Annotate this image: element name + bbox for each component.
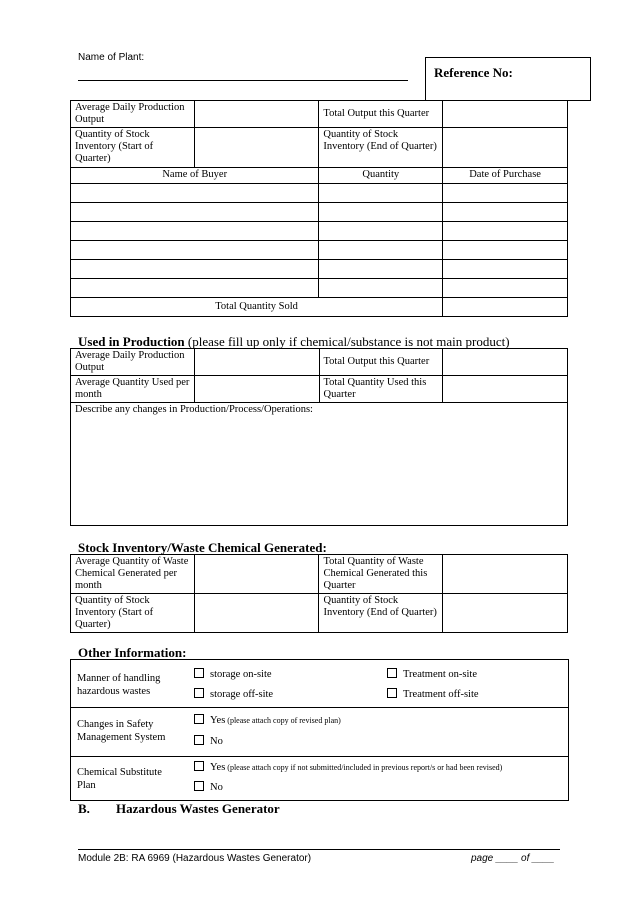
total-sold-field[interactable] <box>443 298 568 317</box>
date-cell[interactable] <box>443 241 568 260</box>
buyer-row <box>71 184 568 203</box>
footer-rule <box>78 849 560 850</box>
footer-page: page ____ of ____ <box>471 853 555 864</box>
buyer-cell[interactable] <box>71 184 319 203</box>
col-buyer-header: Name of Buyer <box>71 168 319 184</box>
buyer-cell[interactable] <box>71 222 319 241</box>
footer-module: Module 2B: RA 6969 (Hazardous Wastes Generator) <box>78 853 312 864</box>
other-info-heading: Other Information: <box>78 645 187 660</box>
section-b-letter: B. <box>78 801 90 816</box>
row-divider <box>71 707 568 708</box>
quantity-cell[interactable] <box>319 184 443 203</box>
waste-stock-end-label: Quantity of Stock Inventory (End of Quarter) <box>319 594 443 633</box>
total-waste-label: Total Quantity of Waste Chemical Generated this Quarter <box>319 555 443 594</box>
avg-daily-field[interactable] <box>194 101 319 128</box>
waste-stock-end-field[interactable] <box>443 594 568 633</box>
checkbox-icon <box>194 668 204 678</box>
quantity-cell[interactable] <box>319 203 443 222</box>
used-total-output-label: Total Output this Quarter <box>319 349 443 376</box>
changes-yes-option[interactable]: Yes (please attach copy of revised plan) <box>194 714 341 726</box>
date-cell[interactable] <box>443 222 568 241</box>
plant-label: Name of Plant: <box>78 52 145 63</box>
waste-stock-start-field[interactable] <box>194 594 319 633</box>
date-cell[interactable] <box>443 279 568 298</box>
stock-start-label: Quantity of Stock Inventory (Start of Quarter) <box>71 128 195 168</box>
total-output-field[interactable] <box>443 101 568 128</box>
treatment-offsite-option[interactable]: Treatment off-site <box>387 688 479 700</box>
date-cell[interactable] <box>443 203 568 222</box>
used-heading: Used in Production <box>78 334 185 349</box>
checkbox-icon <box>194 781 204 791</box>
storage-onsite-option[interactable]: storage on-site <box>194 668 272 680</box>
avg-waste-field[interactable] <box>194 555 319 594</box>
substitute-yes-option[interactable]: Yes (please attach copy if not submitted/included in previous report/s or had been revised) <box>194 761 502 773</box>
buyer-cell[interactable] <box>71 279 319 298</box>
substitute-no-option[interactable]: No <box>194 781 223 793</box>
manner-label: Manner of handling hazardous wastes <box>77 673 161 697</box>
total-waste-field[interactable] <box>443 555 568 594</box>
buyer-cell[interactable] <box>71 260 319 279</box>
quantity-cell[interactable] <box>319 260 443 279</box>
row-divider <box>71 756 568 757</box>
stock-waste-heading: Stock Inventory/Waste Chemical Generated: <box>78 540 327 555</box>
total-used-label: Total Quantity Used this Quarter <box>319 376 443 403</box>
buyer-cell[interactable] <box>71 203 319 222</box>
total-used-field[interactable] <box>443 376 568 403</box>
checkbox-icon <box>194 688 204 698</box>
total-sold-label: Total Quantity Sold <box>71 298 443 317</box>
used-avg-daily-label: Average Daily Production Output <box>71 349 195 376</box>
stock-waste-table <box>70 554 568 633</box>
describe-changes-field[interactable] <box>71 403 568 526</box>
checkbox-icon <box>194 714 204 724</box>
other-info-box <box>70 659 569 801</box>
quantity-cell[interactable] <box>319 279 443 298</box>
stock-start-field[interactable] <box>194 128 319 168</box>
stock-end-label: Quantity of Stock Inventory (End of Quarter) <box>319 128 443 168</box>
buyer-cell[interactable] <box>71 241 319 260</box>
date-cell[interactable] <box>443 260 568 279</box>
reference-label: Reference No: <box>434 65 513 80</box>
avg-used-field[interactable] <box>194 376 319 403</box>
used-note: (please fill up only if chemical/substance is not main product) <box>184 334 510 349</box>
plant-name-line[interactable] <box>78 80 408 81</box>
describe-changes-label: Describe any changes in Production/Process/Operations: <box>75 404 313 415</box>
changes-label: Changes in Safety Management System <box>77 719 166 743</box>
quantity-cell[interactable] <box>319 241 443 260</box>
quantity-cell[interactable] <box>319 222 443 241</box>
production-table <box>70 100 568 317</box>
checkbox-icon <box>194 735 204 745</box>
checkbox-icon <box>387 688 397 698</box>
date-cell[interactable] <box>443 184 568 203</box>
buyer-row <box>71 222 568 241</box>
avg-daily-label: Average Daily Production Output <box>71 101 195 128</box>
reference-box[interactable] <box>425 57 591 101</box>
buyer-row <box>71 241 568 260</box>
buyer-row <box>71 279 568 298</box>
col-quantity-header: Quantity <box>319 168 443 184</box>
used-total-output-field[interactable] <box>443 349 568 376</box>
avg-waste-label: Average Quantity of Waste Chemical Generated per month <box>71 555 195 594</box>
checkbox-icon <box>387 668 397 678</box>
substitute-label: Chemical Substitute Plan <box>77 767 162 791</box>
used-table <box>70 348 568 526</box>
yes-note: (please attach copy if not submitted/included in previous report/s or had been revised) <box>225 763 503 772</box>
stock-end-field[interactable] <box>443 128 568 168</box>
avg-used-label: Average Quantity Used per month <box>71 376 195 403</box>
buyer-row <box>71 260 568 279</box>
total-output-label: Total Output this Quarter <box>319 101 443 128</box>
section-b-title: Hazardous Wastes Generator <box>116 801 280 816</box>
changes-no-option[interactable]: No <box>194 735 223 747</box>
buyer-row <box>71 203 568 222</box>
treatment-onsite-option[interactable]: Treatment on-site <box>387 668 477 680</box>
yes-note: (please attach copy of revised plan) <box>225 716 341 725</box>
waste-stock-start-label: Quantity of Stock Inventory (Start of Quarter) <box>71 594 195 633</box>
used-avg-daily-field[interactable] <box>194 349 319 376</box>
checkbox-icon <box>194 761 204 771</box>
col-date-header: Date of Purchase <box>443 168 568 184</box>
storage-offsite-option[interactable]: storage off-site <box>194 688 273 700</box>
